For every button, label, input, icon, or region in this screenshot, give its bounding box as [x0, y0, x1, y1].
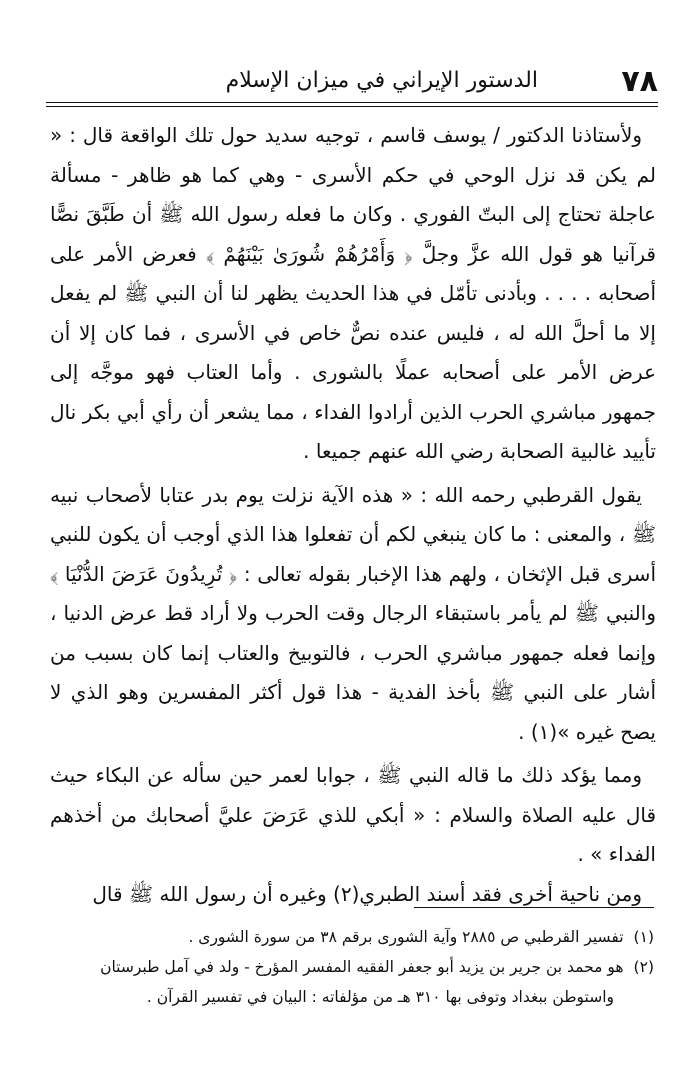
text-line: قرآنيا هو قول الله عزَّ وجلَّ ﴿ وَأَمْرُهُمْ شُورَىٰ بَيْنَهُمْ ﴾ فعرض الأمر على [50, 241, 656, 266]
header-rule [46, 102, 658, 103]
page-number: ٧٨ [621, 64, 658, 99]
text-line: ومن ناحية أخرى فقد أسند الطبري(٢) وغيره أن رسول الله ﷺ قال [92, 881, 642, 906]
text-line: ومما يؤكد ذلك ما قاله النبي ﷺ ، جوابا لعمر حين سأله عن البكاء حيث قال [50, 763, 656, 827]
text-line: والمعنى : ما كان ينبغي لكم أن تفعلوا هذا الذي أوجب أن يكون للنبي [50, 522, 613, 546]
footnotes [40, 922, 654, 1012]
text-line: إلا ما أحلَّ الله له ، فليس عنده نصٌّ خاص في الأسرى ، فما كان إلا أن [50, 320, 656, 345]
main-text [50, 116, 656, 914]
text-line: ولأستاذنا الدكتور / يوسف قاسم ، توجيه سديد حول تلك الواقعة قال : [69, 123, 643, 147]
page-header [46, 64, 658, 108]
text-line: عرض الأمر على أصحابه عملًا بالشورى . وأما العتاب فهو موجَّه إلى [50, 360, 656, 384]
footnote-number: (١) [633, 928, 654, 946]
running-title: الدستور الإيراني في ميزان الإسلام [225, 68, 538, 93]
paragraph-1 [50, 116, 656, 472]
footnote-separator [414, 907, 654, 908]
text-line: تأييد غالبية الصحابة رضي الله عنهم جميعا . [303, 439, 656, 463]
text-line: عاجلة تحتاج إلى البتّ الفوري . وكان ما فعله رسول الله ﷺ أن طَبَّقَ نصًّا [50, 202, 656, 226]
header-rule-double [46, 106, 658, 107]
footnote-1 [40, 922, 654, 952]
paragraph-4 [50, 875, 656, 915]
text-line: عليه الصلاة والسلام : « أبكي للذي عَرَضَ عليَّ أصحابك من أخذهم الفداء » . [50, 802, 656, 866]
footnote-text: تفسير القرطبي ص ٢٨٨٥ وآية الشورى برقم ٣٨ من سورة الشورى . [188, 928, 624, 946]
paragraph-2 [50, 476, 656, 753]
text-line: أسرى قبل الإثخان ، ولهم هذا الإخبار بقوله تعالى : ﴿ تُرِيدُونَ عَرَضَ [111, 561, 657, 586]
text-line: الدنيا ، وإنما فعله جمهور مباشري الحرب ، فالتوبيخ والعتاب إنما كان [50, 601, 656, 665]
text-line: « لم يكن قد نزل الوحي في حكم الأسرى - وهي كما هو ظاهر - مسألة [50, 123, 656, 187]
footnote-text: هو محمد بن جرير بن يزيد أبو جعفر الفقيه المفسر المؤرخ - ولد في آمل طبرستان [100, 958, 624, 976]
text-line: يقول القرطبي رحمه الله : « هذه الآية نزلت يوم بدر عتابا لأصحاب نبيه ﷺ ، [50, 482, 656, 546]
text-line: الدُّنْيَا ﴾ والنبي ﷺ لم يأمر باستبقاء الرجال وقت الحرب ولا أراد قط عرض [50, 561, 656, 625]
footnote-2-continued [40, 982, 654, 1012]
footnote-2 [40, 952, 654, 982]
paragraph-3 [50, 756, 656, 875]
text-line: أصحابه . . . . وبأدنى تأمّل في هذا الحديث يظهر لنا أن النبي ﷺ لم يفعل [50, 281, 656, 305]
footnote-number: (٢) [633, 958, 654, 976]
footnote-text: واستوطن ببغداد وتوفى بها ٣١٠ هـ من مؤلفاته : البيان في تفسير القرآن . [146, 988, 614, 1006]
text-line: جمهور مباشري الحرب الذين أرادوا الفداء ، مما يشعر أن رأي أبي بكر نال [50, 399, 656, 424]
text-line: الذي لا يصح غيره »(١) . [50, 680, 656, 744]
text-line: بسبب من أشار على النبي ﷺ بأخذ الفدية - هذا قول أكثر المفسرين وهو [50, 640, 656, 704]
